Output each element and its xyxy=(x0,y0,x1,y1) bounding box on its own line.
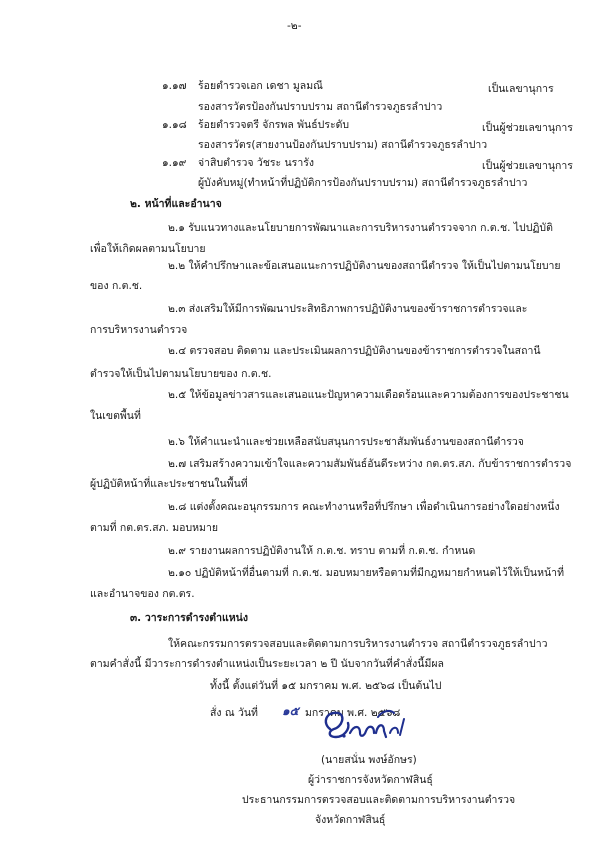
duty-item: ๒.๔ ตรวจสอบ ติดตาม และประเมินผลการปฏิบัติงานของข้าราชการตำรวจในสถานี xyxy=(168,345,541,357)
duty-item-continuation: ผู้ปฏิบัติหน้าที่และประชาชนในพื้นที่ xyxy=(90,478,248,490)
member-role: เป็นผู้ช่วยเลขานุการ xyxy=(482,160,573,172)
duty-item: ๒.๖ ให้คำแนะนำและช่วยเหลือสนับสนุนการประชาสัมพันธ์งานของสถานีตำรวจ xyxy=(168,436,524,448)
duty-item-continuation: การบริหารงานตำรวจ xyxy=(90,324,188,336)
duty-item-continuation: ตามที่ กต.ตร.สภ. มอบหมาย xyxy=(90,522,218,534)
order-date-day: ๑๕ xyxy=(282,704,299,718)
duty-item-continuation: ของ ก.ต.ช. xyxy=(90,280,143,292)
duty-item: ๒.๙ รายงานผลการปฏิบัติงานให้ ก.ต.ช. ทราบ ตามที่ ก.ต.ช. กำหนด xyxy=(168,545,476,557)
duty-item: ๒.๗ เสริมสร้างความเข้าใจและความสัมพันธ์อันดีระหว่าง กต.ตร.สภ. กับข้าราชการตำรวจ xyxy=(168,458,572,470)
signature-image xyxy=(320,703,410,745)
effective-date: ทั้งนี้ ตั้งแต่วันที่ ๑๕ มกราคม พ.ศ. ๒๕๖๘ เป็นต้นไป xyxy=(210,680,442,692)
order-date-suffix: มกราคม พ.ศ. ๒๕๖๘ xyxy=(305,707,401,719)
member-number: ๑.๑๗ xyxy=(162,80,187,92)
member-role: เป็นผู้ช่วยเลขานุการ xyxy=(482,122,573,134)
term-paragraph-continuation: ตามคำสั่งนี้ มีวาระการดำรงตำแหน่งเป็นระยะเวลา ๒ ปี นับจากวันที่คำสั่งนี้มีผล xyxy=(90,658,444,670)
section-heading: ๒. หน้าที่และอำนาจ xyxy=(130,198,222,210)
member-number: ๑.๑๘ xyxy=(162,119,187,131)
member-position: รองสารวัตร(สายงานป้องกันปราบปราม) สถานีตำรวจภูธรลำปาว xyxy=(198,139,488,151)
member-name: ร้อยตำรวจเอก เดชา มูลมณี xyxy=(198,80,323,92)
duty-item-continuation: ในเขตพื้นที่ xyxy=(90,410,141,422)
order-date-prefix: สั่ง ณ วันที่ xyxy=(210,707,258,719)
duty-item-continuation: เพื่อให้เกิดผลตามนโยบาย xyxy=(90,243,206,255)
member-position: รองสารวัตรป้องกันปราบปราม สถานีตำรวจภูธรลำปาว xyxy=(198,101,443,113)
member-name: จ่าสิบตำรวจ วัชระ นรารัง xyxy=(198,157,314,169)
duty-item: ๒.๒ ให้คำปรึกษาและข้อเสนอแนะการปฏิบัติงานของสถานีตำรวจ ให้เป็นไปตามนโยบาย xyxy=(168,260,561,272)
duty-item: ๒.๑๐ ปฏิบัติหน้าที่อื่นตามที่ ก.ต.ช. มอบหมายหรือตามที่มีกฎหมายกำหนดไว้ให้เป็นหน้าที่ xyxy=(168,567,564,579)
term-paragraph: ให้คณะกรรมการตรวจสอบและติดตามการบริหารงานตำรวจ สถานีตำรวจภูธรลำปาว xyxy=(168,638,548,650)
signer-title: ผู้ว่าราชการจังหวัดกาฬสินธุ์ xyxy=(308,774,433,786)
section-heading: ๓. วาระการดำรงตำแหน่ง xyxy=(130,612,248,624)
duty-item: ๒.๓ ส่งเสริมให้มีการพัฒนาประสิทธิภาพการปฏิบัติงานของข้าราชการตำรวจและ xyxy=(168,303,528,315)
signer-province: จังหวัดกาฬสินธุ์ xyxy=(315,814,386,826)
member-number: ๑.๑๙ xyxy=(162,157,187,169)
member-position: ผู้บังคับหมู่(ทำหน้าที่ปฏิบัติการป้องกันปราบปราม) สถานีตำรวจภูธรลำปาว xyxy=(198,177,528,189)
duty-item-continuation: ตำรวจให้เป็นไปตามนโยบายของ ก.ต.ช. xyxy=(90,368,272,380)
member-name: ร้อยตำรวจตรี จักรพล พันธ์ประดับ xyxy=(198,119,350,131)
signer-position: ประธานกรรมการตรวจสอบและติดตามการบริหารงานตำรวจ xyxy=(242,794,516,806)
duty-item: ๒.๘ แต่งตั้งคณะอนุกรรมการ คณะทำงานหรือที่ปรึกษา เพื่อดำเนินการอย่างใดอย่างหนึ่ง xyxy=(168,501,560,513)
page-number: -๒- xyxy=(287,20,302,32)
signer-name: (นายสนั่น พงษ์อักษร) xyxy=(321,754,417,766)
duty-item-continuation: และอำนาจของ กต.ตร. xyxy=(90,588,195,600)
duty-item: ๒.๕ ให้ข้อมูลข่าวสารและเสนอแนะปัญหาความเดือดร้อนและความต้องการของประชาชน xyxy=(168,389,569,401)
member-role: เป็นเลขานุการ xyxy=(488,83,554,95)
duty-item: ๒.๑ รับแนวทางและนโยบายการพัฒนาและการบริหารงานตำรวจจาก ก.ต.ช. ไปปฏิบัติ xyxy=(168,222,553,234)
